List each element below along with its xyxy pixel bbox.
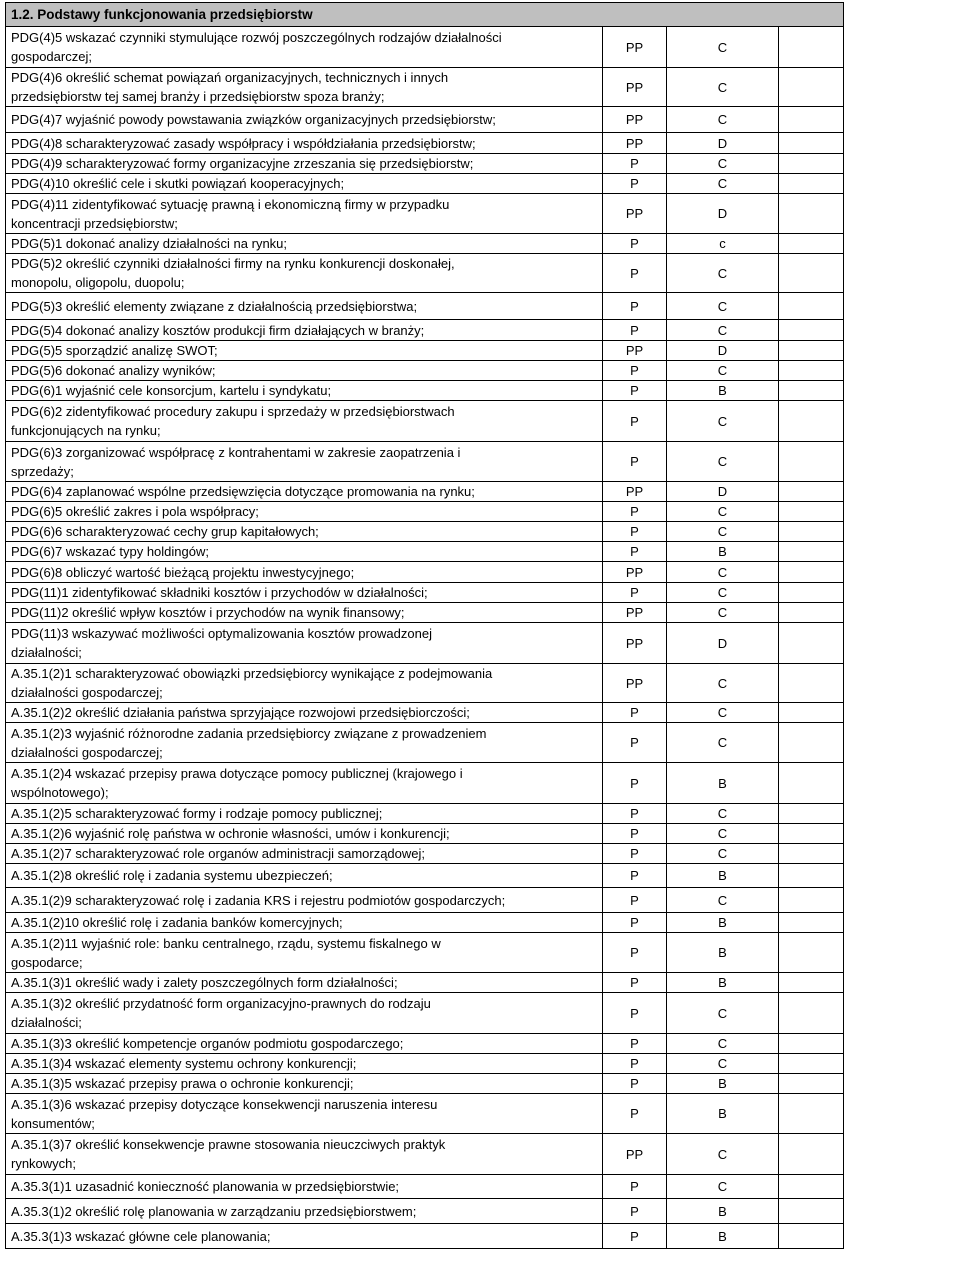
requirement-level: P bbox=[603, 973, 667, 993]
requirement-description bbox=[6, 27, 603, 68]
description-line: PDG(4)6 określić schemat powiązań organizacyjnych, technicznych i innych bbox=[11, 70, 449, 85]
description-line: A.35.3(1)1 uzasadnić konieczność planowania w przedsiębiorstwie; bbox=[11, 1179, 400, 1194]
taxonomy-category: C bbox=[667, 804, 779, 824]
taxonomy-category: C bbox=[667, 293, 779, 320]
taxonomy-category: C bbox=[667, 502, 779, 522]
description-line: PDG(6)7 wskazać typy holdingów; bbox=[11, 544, 209, 559]
requirement-description bbox=[6, 1094, 603, 1134]
empty-cell bbox=[779, 133, 844, 154]
requirement-description bbox=[6, 703, 603, 723]
description-line: A.35.3(1)2 określić rolę planowania w zarządzaniu przedsiębiorstwem; bbox=[11, 1203, 417, 1219]
description-line: A.35.1(3)2 określić przydatność form organizacyjno-prawnych do rodzaju bbox=[11, 996, 431, 1011]
taxonomy-category: C bbox=[667, 888, 779, 913]
empty-cell bbox=[779, 522, 844, 542]
requirement-description bbox=[6, 542, 603, 562]
empty-cell bbox=[779, 154, 844, 174]
requirement-description bbox=[6, 1224, 603, 1249]
requirement-level: PP bbox=[603, 664, 667, 703]
requirement-description bbox=[6, 381, 603, 401]
taxonomy-category: C bbox=[667, 1134, 779, 1175]
requirement-level: PP bbox=[603, 623, 667, 664]
empty-cell bbox=[779, 254, 844, 293]
taxonomy-category: B bbox=[667, 933, 779, 973]
empty-cell bbox=[779, 194, 844, 234]
requirement-level: P bbox=[603, 1054, 667, 1074]
taxonomy-category: C bbox=[667, 562, 779, 583]
empty-cell bbox=[779, 804, 844, 824]
requirement-level: P bbox=[603, 154, 667, 174]
description-line: A.35.3(1)3 wskazać główne cele planowania; bbox=[11, 1228, 271, 1244]
requirement-description bbox=[6, 723, 603, 763]
taxonomy-category: D bbox=[667, 133, 779, 154]
empty-cell bbox=[779, 864, 844, 888]
taxonomy-category: B bbox=[667, 763, 779, 804]
description-line: A.35.1(2)7 scharakteryzować role organów administracji samorządowej; bbox=[11, 846, 426, 861]
empty-cell bbox=[779, 993, 844, 1034]
empty-cell bbox=[779, 703, 844, 723]
requirement-level: P bbox=[603, 1074, 667, 1094]
requirement-description bbox=[6, 341, 603, 361]
description-line: PDG(6)8 obliczyć wartość bieżącą projektu inwestycyjnego; bbox=[11, 564, 355, 580]
requirement-level: P bbox=[603, 844, 667, 864]
table-row bbox=[6, 1199, 844, 1224]
empty-cell bbox=[779, 583, 844, 603]
description-line: A.35.1(3)1 określić wady i zalety poszczególnych form działalności; bbox=[11, 975, 398, 990]
table-row bbox=[6, 320, 844, 341]
requirement-description bbox=[6, 522, 603, 542]
table-row bbox=[6, 1054, 844, 1074]
description-line: koncentracji przedsiębiorstw; bbox=[11, 215, 178, 231]
description-line: rynkowych; bbox=[11, 1156, 77, 1171]
taxonomy-category: C bbox=[667, 254, 779, 293]
table-row bbox=[6, 542, 844, 562]
empty-cell bbox=[779, 107, 844, 133]
requirement-description bbox=[6, 603, 603, 623]
requirement-level: P bbox=[603, 522, 667, 542]
requirement-level: P bbox=[603, 723, 667, 763]
empty-cell bbox=[779, 933, 844, 973]
description-line: sprzedaży; bbox=[11, 463, 74, 479]
description-line: PDG(6)4 zaplanować wspólne przedsięwzięcia dotyczące promowania na rynku; bbox=[11, 484, 475, 499]
table-row bbox=[6, 993, 844, 1034]
description-line: A.35.1(3)7 określić konsekwencje prawne stosowania nieuczciwych praktyk bbox=[11, 1137, 446, 1152]
requirement-description bbox=[6, 824, 603, 844]
description-line: PDG(11)3 wskazywać możliwości optymalizowania kosztów prowadzonej bbox=[11, 626, 432, 641]
table-row bbox=[6, 603, 844, 623]
empty-cell bbox=[779, 293, 844, 320]
requirement-description bbox=[6, 1054, 603, 1074]
description-line: PDG(5)6 dokonać analizy wyników; bbox=[11, 363, 216, 378]
empty-cell bbox=[779, 27, 844, 68]
empty-cell bbox=[779, 1224, 844, 1249]
table-row bbox=[6, 913, 844, 933]
empty-cell bbox=[779, 1034, 844, 1054]
table-row bbox=[6, 933, 844, 973]
section-title: 1.2. Podstawy funkcjonowania przedsiębiorstw bbox=[6, 3, 844, 27]
description-line: wspólnotowego); bbox=[11, 785, 109, 800]
description-line: PDG(4)5 wskazać czynniki stymulujące rozwój poszczególnych rodzajów działalności bbox=[11, 30, 502, 45]
empty-cell bbox=[779, 381, 844, 401]
empty-cell bbox=[779, 664, 844, 703]
description-line: przedsiębiorstw tej samej branży i przedsiębiorstw spoza branży; bbox=[11, 89, 385, 104]
empty-cell bbox=[779, 824, 844, 844]
taxonomy-category: B bbox=[667, 973, 779, 993]
table-row bbox=[6, 763, 844, 804]
description-line: PDG(4)7 wyjaśnić powody powstawania związków organizacyjnych przedsiębiorstw; bbox=[11, 112, 496, 127]
table-row bbox=[6, 804, 844, 824]
table-row bbox=[6, 1034, 844, 1054]
requirement-description bbox=[6, 933, 603, 973]
empty-cell bbox=[779, 361, 844, 381]
table-row bbox=[6, 1134, 844, 1175]
description-line: PDG(4)9 scharakteryzować formy organizacyjne zrzeszania się przedsiębiorstw; bbox=[11, 156, 474, 171]
table-row bbox=[6, 844, 844, 864]
table-row bbox=[6, 133, 844, 154]
description-line: PDG(5)5 sporządzić analizę SWOT; bbox=[11, 343, 218, 358]
description-line: PDG(5)2 określić czynniki działalności firmy na rynku konkurencji doskonałej, bbox=[11, 256, 455, 271]
taxonomy-category: B bbox=[667, 1094, 779, 1134]
requirement-description bbox=[6, 1134, 603, 1175]
table-row bbox=[6, 1224, 844, 1249]
requirement-level: P bbox=[603, 381, 667, 401]
requirement-level: P bbox=[603, 763, 667, 804]
requirement-level: P bbox=[603, 1175, 667, 1199]
requirement-description bbox=[6, 194, 603, 234]
taxonomy-category: B bbox=[667, 381, 779, 401]
table-row bbox=[6, 973, 844, 993]
requirement-level: P bbox=[603, 1094, 667, 1134]
requirement-description bbox=[6, 1034, 603, 1054]
requirement-description bbox=[6, 107, 603, 133]
requirement-description bbox=[6, 888, 603, 913]
requirement-description bbox=[6, 664, 603, 703]
description-line: PDG(6)6 scharakteryzować cechy grup kapitałowych; bbox=[11, 524, 319, 539]
table-row bbox=[6, 1074, 844, 1094]
empty-cell bbox=[779, 320, 844, 341]
taxonomy-category: B bbox=[667, 913, 779, 933]
empty-cell bbox=[779, 603, 844, 623]
description-line: PDG(5)4 dokonać analizy kosztów produkcji firm działających w branży; bbox=[11, 322, 425, 338]
description-line: A.35.1(2)9 scharakteryzować rolę i zadania KRS i rejestru podmiotów gospodarczych; bbox=[11, 892, 506, 908]
description-line: działalności; bbox=[11, 1015, 82, 1030]
description-line: A.35.1(2)11 wyjaśnić role: banku centralnego, rządu, systemu fiskalnego w bbox=[11, 935, 441, 951]
requirement-level: P bbox=[603, 254, 667, 293]
taxonomy-category: C bbox=[667, 442, 779, 482]
empty-cell bbox=[779, 562, 844, 583]
taxonomy-category: C bbox=[667, 664, 779, 703]
requirement-level: PP bbox=[603, 107, 667, 133]
empty-cell bbox=[779, 234, 844, 254]
requirement-description bbox=[6, 133, 603, 154]
description-line: A.35.1(2)1 scharakteryzować obowiązki przedsiębiorcy wynikające z podejmowania bbox=[11, 666, 493, 681]
table-row bbox=[6, 401, 844, 442]
taxonomy-category: C bbox=[667, 603, 779, 623]
table-row bbox=[6, 68, 844, 107]
requirement-level: P bbox=[603, 502, 667, 522]
empty-cell bbox=[779, 888, 844, 913]
taxonomy-category: B bbox=[667, 864, 779, 888]
requirement-level: PP bbox=[603, 562, 667, 583]
table-row bbox=[6, 864, 844, 888]
empty-cell bbox=[779, 723, 844, 763]
table-row bbox=[6, 107, 844, 133]
requirement-description bbox=[6, 804, 603, 824]
table-row bbox=[6, 723, 844, 763]
table-row bbox=[6, 888, 844, 913]
description-line: konsumentów; bbox=[11, 1115, 95, 1131]
description-line: gospodarczej; bbox=[11, 49, 92, 64]
requirement-description bbox=[6, 234, 603, 254]
requirement-level: P bbox=[603, 234, 667, 254]
requirement-description bbox=[6, 1175, 603, 1199]
description-line: A.35.1(2)8 określić rolę i zadania systemu ubezpieczeń; bbox=[11, 868, 333, 883]
empty-cell bbox=[779, 763, 844, 804]
taxonomy-category: B bbox=[667, 1224, 779, 1249]
taxonomy-category: C bbox=[667, 824, 779, 844]
taxonomy-category: D bbox=[667, 623, 779, 664]
requirement-level: PP bbox=[603, 68, 667, 107]
empty-cell bbox=[779, 502, 844, 522]
requirement-level: P bbox=[603, 824, 667, 844]
empty-cell bbox=[779, 1074, 844, 1094]
taxonomy-category: D bbox=[667, 482, 779, 502]
table-row bbox=[6, 154, 844, 174]
description-line: PDG(11)1 zidentyfikować składniki kosztów i przychodów w działalności; bbox=[11, 585, 428, 600]
requirement-description bbox=[6, 864, 603, 888]
requirement-level: PP bbox=[603, 1134, 667, 1175]
taxonomy-category: C bbox=[667, 320, 779, 341]
section-header-row bbox=[6, 3, 844, 27]
empty-cell bbox=[779, 844, 844, 864]
empty-cell bbox=[779, 913, 844, 933]
table-row bbox=[6, 703, 844, 723]
table-row bbox=[6, 824, 844, 844]
table-row bbox=[6, 293, 844, 320]
taxonomy-category: B bbox=[667, 1199, 779, 1224]
description-line: PDG(4)8 scharakteryzować zasady współpracy i współdziałania przedsiębiorstw; bbox=[11, 135, 476, 151]
requirement-description bbox=[6, 293, 603, 320]
taxonomy-category: D bbox=[667, 194, 779, 234]
requirement-description bbox=[6, 361, 603, 381]
description-line: PDG(4)11 zidentyfikować sytuację prawną i ekonomiczną firmy w przypadku bbox=[11, 196, 450, 212]
requirement-description bbox=[6, 1074, 603, 1094]
requirement-level: P bbox=[603, 320, 667, 341]
table-row bbox=[6, 1094, 844, 1134]
taxonomy-category: D bbox=[667, 341, 779, 361]
requirement-level: P bbox=[603, 864, 667, 888]
requirement-description bbox=[6, 562, 603, 583]
table-row bbox=[6, 254, 844, 293]
requirement-description bbox=[6, 502, 603, 522]
table-row bbox=[6, 482, 844, 502]
description-line: A.35.1(3)6 wskazać przepisy dotyczące konsekwencji naruszenia interesu bbox=[11, 1096, 438, 1112]
description-line: A.35.1(2)5 scharakteryzować formy i rodzaje pomocy publicznej; bbox=[11, 806, 383, 821]
requirements-table bbox=[5, 2, 844, 1249]
taxonomy-category: C bbox=[667, 174, 779, 194]
requirement-description bbox=[6, 913, 603, 933]
taxonomy-category: C bbox=[667, 1175, 779, 1199]
table-row bbox=[6, 381, 844, 401]
taxonomy-category: C bbox=[667, 68, 779, 107]
description-line: PDG(5)3 określić elementy związane z działalnością przedsiębiorstwa; bbox=[11, 298, 418, 314]
requirement-level: P bbox=[603, 913, 667, 933]
description-line: PDG(6)1 wyjaśnić cele konsorcjum, kartelu i syndykatu; bbox=[11, 383, 332, 398]
description-line: A.35.1(2)4 wskazać przepisy prawa dotyczące pomocy publicznej (krajowego i bbox=[11, 766, 463, 781]
empty-cell bbox=[779, 542, 844, 562]
requirement-level: PP bbox=[603, 603, 667, 623]
description-line: A.35.1(2)2 określić działania państwa sprzyjające rozwojowi przedsiębiorczości; bbox=[11, 705, 470, 720]
empty-cell bbox=[779, 973, 844, 993]
requirement-level: P bbox=[603, 361, 667, 381]
requirement-level: P bbox=[603, 703, 667, 723]
requirement-description bbox=[6, 320, 603, 341]
requirement-description bbox=[6, 993, 603, 1034]
empty-cell bbox=[779, 1094, 844, 1134]
taxonomy-category: C bbox=[667, 993, 779, 1034]
description-line: PDG(5)1 dokonać analizy działalności na rynku; bbox=[11, 236, 288, 251]
requirement-level: P bbox=[603, 442, 667, 482]
requirement-level: PP bbox=[603, 482, 667, 502]
requirement-description bbox=[6, 763, 603, 804]
empty-cell bbox=[779, 442, 844, 482]
taxonomy-category: C bbox=[667, 1054, 779, 1074]
table-row bbox=[6, 583, 844, 603]
requirement-level: PP bbox=[603, 27, 667, 68]
requirement-description bbox=[6, 973, 603, 993]
empty-cell bbox=[779, 1175, 844, 1199]
requirement-level: P bbox=[603, 174, 667, 194]
taxonomy-category: C bbox=[667, 703, 779, 723]
requirement-level: P bbox=[603, 293, 667, 320]
description-line: funkcjonujących na rynku; bbox=[11, 423, 161, 438]
taxonomy-category: C bbox=[667, 522, 779, 542]
taxonomy-category: B bbox=[667, 1074, 779, 1094]
table-row bbox=[6, 522, 844, 542]
empty-cell bbox=[779, 1199, 844, 1224]
description-line: PDG(6)2 zidentyfikować procedury zakupu i sprzedaży w przedsiębiorstwach bbox=[11, 404, 455, 419]
taxonomy-category: C bbox=[667, 401, 779, 442]
requirement-description bbox=[6, 254, 603, 293]
table-row bbox=[6, 502, 844, 522]
taxonomy-category: B bbox=[667, 542, 779, 562]
table-row bbox=[6, 664, 844, 703]
requirement-description bbox=[6, 482, 603, 502]
empty-cell bbox=[779, 401, 844, 442]
taxonomy-category: C bbox=[667, 844, 779, 864]
requirement-level: P bbox=[603, 933, 667, 973]
table-row bbox=[6, 623, 844, 664]
taxonomy-category: C bbox=[667, 361, 779, 381]
requirement-level: PP bbox=[603, 194, 667, 234]
requirement-level: PP bbox=[603, 133, 667, 154]
requirement-description bbox=[6, 844, 603, 864]
description-line: PDG(6)3 zorganizować współpracę z kontrahentami w zakresie zaopatrzenia i bbox=[11, 444, 461, 460]
table-row bbox=[6, 1175, 844, 1199]
description-line: działalności gospodarczej; bbox=[11, 744, 163, 760]
empty-cell bbox=[779, 174, 844, 194]
requirement-level: P bbox=[603, 993, 667, 1034]
table-row bbox=[6, 361, 844, 381]
table-row bbox=[6, 442, 844, 482]
requirement-description bbox=[6, 442, 603, 482]
description-line: A.35.1(3)3 określić kompetencje organów podmiotu gospodarczego; bbox=[11, 1036, 404, 1051]
requirement-level: P bbox=[603, 401, 667, 442]
empty-cell bbox=[779, 341, 844, 361]
table-row bbox=[6, 562, 844, 583]
requirement-description bbox=[6, 1199, 603, 1224]
description-line: PDG(4)10 określić cele i skutki powiązań kooperacyjnych; bbox=[11, 176, 345, 191]
description-line: A.35.1(2)3 wyjaśnić różnorodne zadania przedsiębiorcy związane z prowadzeniem bbox=[11, 725, 487, 741]
taxonomy-category: C bbox=[667, 1034, 779, 1054]
description-line: działalności gospodarczej; bbox=[11, 685, 163, 700]
description-line: działalności; bbox=[11, 645, 82, 660]
description-line: A.35.1(2)6 wyjaśnić rolę państwa w ochronie własności, umów i konkurencji; bbox=[11, 826, 450, 841]
requirement-description bbox=[6, 154, 603, 174]
description-line: monopolu, oligopolu, duopolu; bbox=[11, 275, 185, 290]
empty-cell bbox=[779, 68, 844, 107]
requirement-level: P bbox=[603, 542, 667, 562]
requirement-description bbox=[6, 401, 603, 442]
taxonomy-category: C bbox=[667, 154, 779, 174]
description-line: A.35.1(3)5 wskazać przepisy prawa o ochronie konkurencji; bbox=[11, 1076, 354, 1091]
table-row bbox=[6, 27, 844, 68]
empty-cell bbox=[779, 482, 844, 502]
empty-cell bbox=[779, 1134, 844, 1175]
table-row bbox=[6, 234, 844, 254]
requirement-level: P bbox=[603, 1034, 667, 1054]
description-line: PDG(6)5 określić zakres i pola współpracy; bbox=[11, 504, 259, 519]
description-line: gospodarce; bbox=[11, 954, 83, 970]
table-row bbox=[6, 194, 844, 234]
table-row bbox=[6, 174, 844, 194]
description-line: A.35.1(2)10 określić rolę i zadania banków komercyjnych; bbox=[11, 915, 343, 930]
requirement-description bbox=[6, 68, 603, 107]
empty-cell bbox=[779, 623, 844, 664]
description-line: PDG(11)2 określić wpływ kosztów i przychodów na wynik finansowy; bbox=[11, 605, 405, 620]
requirement-description bbox=[6, 174, 603, 194]
requirement-description bbox=[6, 623, 603, 664]
requirement-level: PP bbox=[603, 341, 667, 361]
taxonomy-category: C bbox=[667, 27, 779, 68]
requirement-level: P bbox=[603, 1199, 667, 1224]
requirement-level: P bbox=[603, 1224, 667, 1249]
empty-cell bbox=[779, 1054, 844, 1074]
taxonomy-category: C bbox=[667, 583, 779, 603]
description-line: A.35.1(3)4 wskazać elementy systemu ochrony konkurencji; bbox=[11, 1056, 357, 1071]
taxonomy-category: c bbox=[667, 234, 779, 254]
table-row bbox=[6, 341, 844, 361]
requirement-level: P bbox=[603, 888, 667, 913]
requirement-level: P bbox=[603, 804, 667, 824]
taxonomy-category: C bbox=[667, 723, 779, 763]
taxonomy-category: C bbox=[667, 107, 779, 133]
requirement-description bbox=[6, 583, 603, 603]
requirement-level: P bbox=[603, 583, 667, 603]
